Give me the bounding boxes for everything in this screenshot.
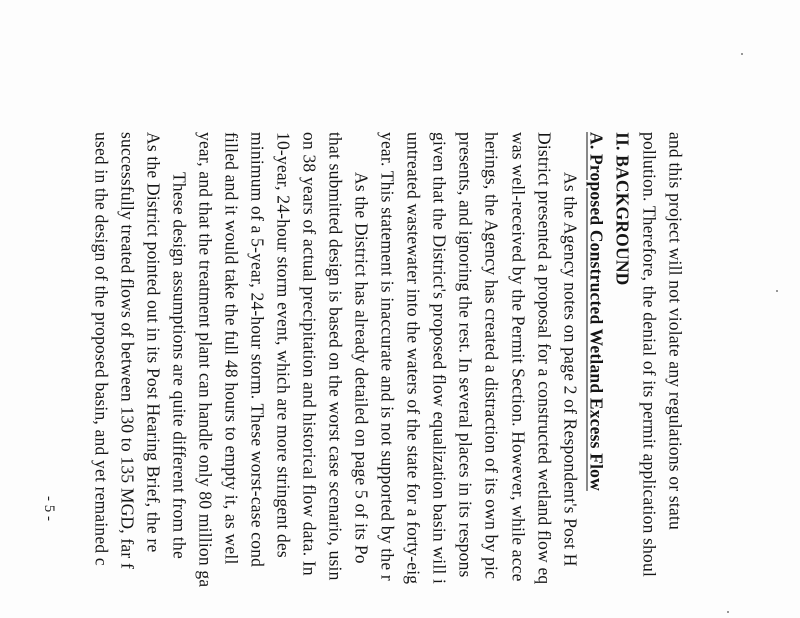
text-line-6: District presented a proposal for a constructed wetland flow eq <box>534 132 555 585</box>
page-number: - 5 - <box>41 496 57 521</box>
text-line-14: that submitted design is based on the worst case scenario, usin <box>325 132 346 581</box>
text-line-10: given that the District's proposed flow equalization basin will i <box>429 132 450 585</box>
text-line-17: minimum of a 5-year, 24-hour storm. These worst-case cond <box>247 132 268 568</box>
text-line-5: As the Agency notes on page 2 of Respondent's Post H <box>560 172 581 567</box>
text-line-8: herings, the Agency has created a distraction of its own by pic <box>481 132 502 580</box>
text-line-15: on 38 years of actual precipitation and historical flow data. In <box>299 132 320 576</box>
text-line-13: As the District has already detailed on page 5 of its Po <box>351 172 372 564</box>
text-line-7: was well-received by the Permit Section. However, while acce <box>508 132 529 582</box>
text-line-16: 10-year, 24-hour storm event, which are more stringent des <box>273 132 294 558</box>
scan-speck <box>727 611 729 613</box>
text-line-21: As the District pointed out in its Post Hearing Brief, the re <box>143 132 164 553</box>
text-line-23: used in the design of the proposed basin, and yet remained c <box>91 132 112 566</box>
scan-speck <box>776 290 778 292</box>
text-line-18: filled and it would take the full 48 hours to empty it, as well <box>221 132 242 565</box>
text-line-12: year. This statement is inaccurate and is not supported by the r <box>377 132 398 581</box>
subsection-heading: A. Proposed Constructed Wetland Excess Flow <box>586 132 607 491</box>
text-line-1: and this project will not violate any regulations or statu <box>665 132 686 530</box>
text-line-19: year, and that the treatment plant can handle only 80 million ga <box>195 132 216 588</box>
text-line-2: pollution. Therefore, the denial of its permit application shoul <box>639 132 660 578</box>
text-line-11: untreated wastewater into the waters of the state for a forty-eig <box>403 132 424 585</box>
text-line-9: presents, and ignoring the rest. In several places in its respons <box>455 132 476 578</box>
section-heading: II. BACKGROUND <box>612 132 633 286</box>
text-line-22: successfully treated flows of between 130 to 135 MGD, far f <box>117 132 138 570</box>
text-line-20: These design assumptions are quite different from the <box>169 172 190 559</box>
scan-speck <box>741 53 743 55</box>
